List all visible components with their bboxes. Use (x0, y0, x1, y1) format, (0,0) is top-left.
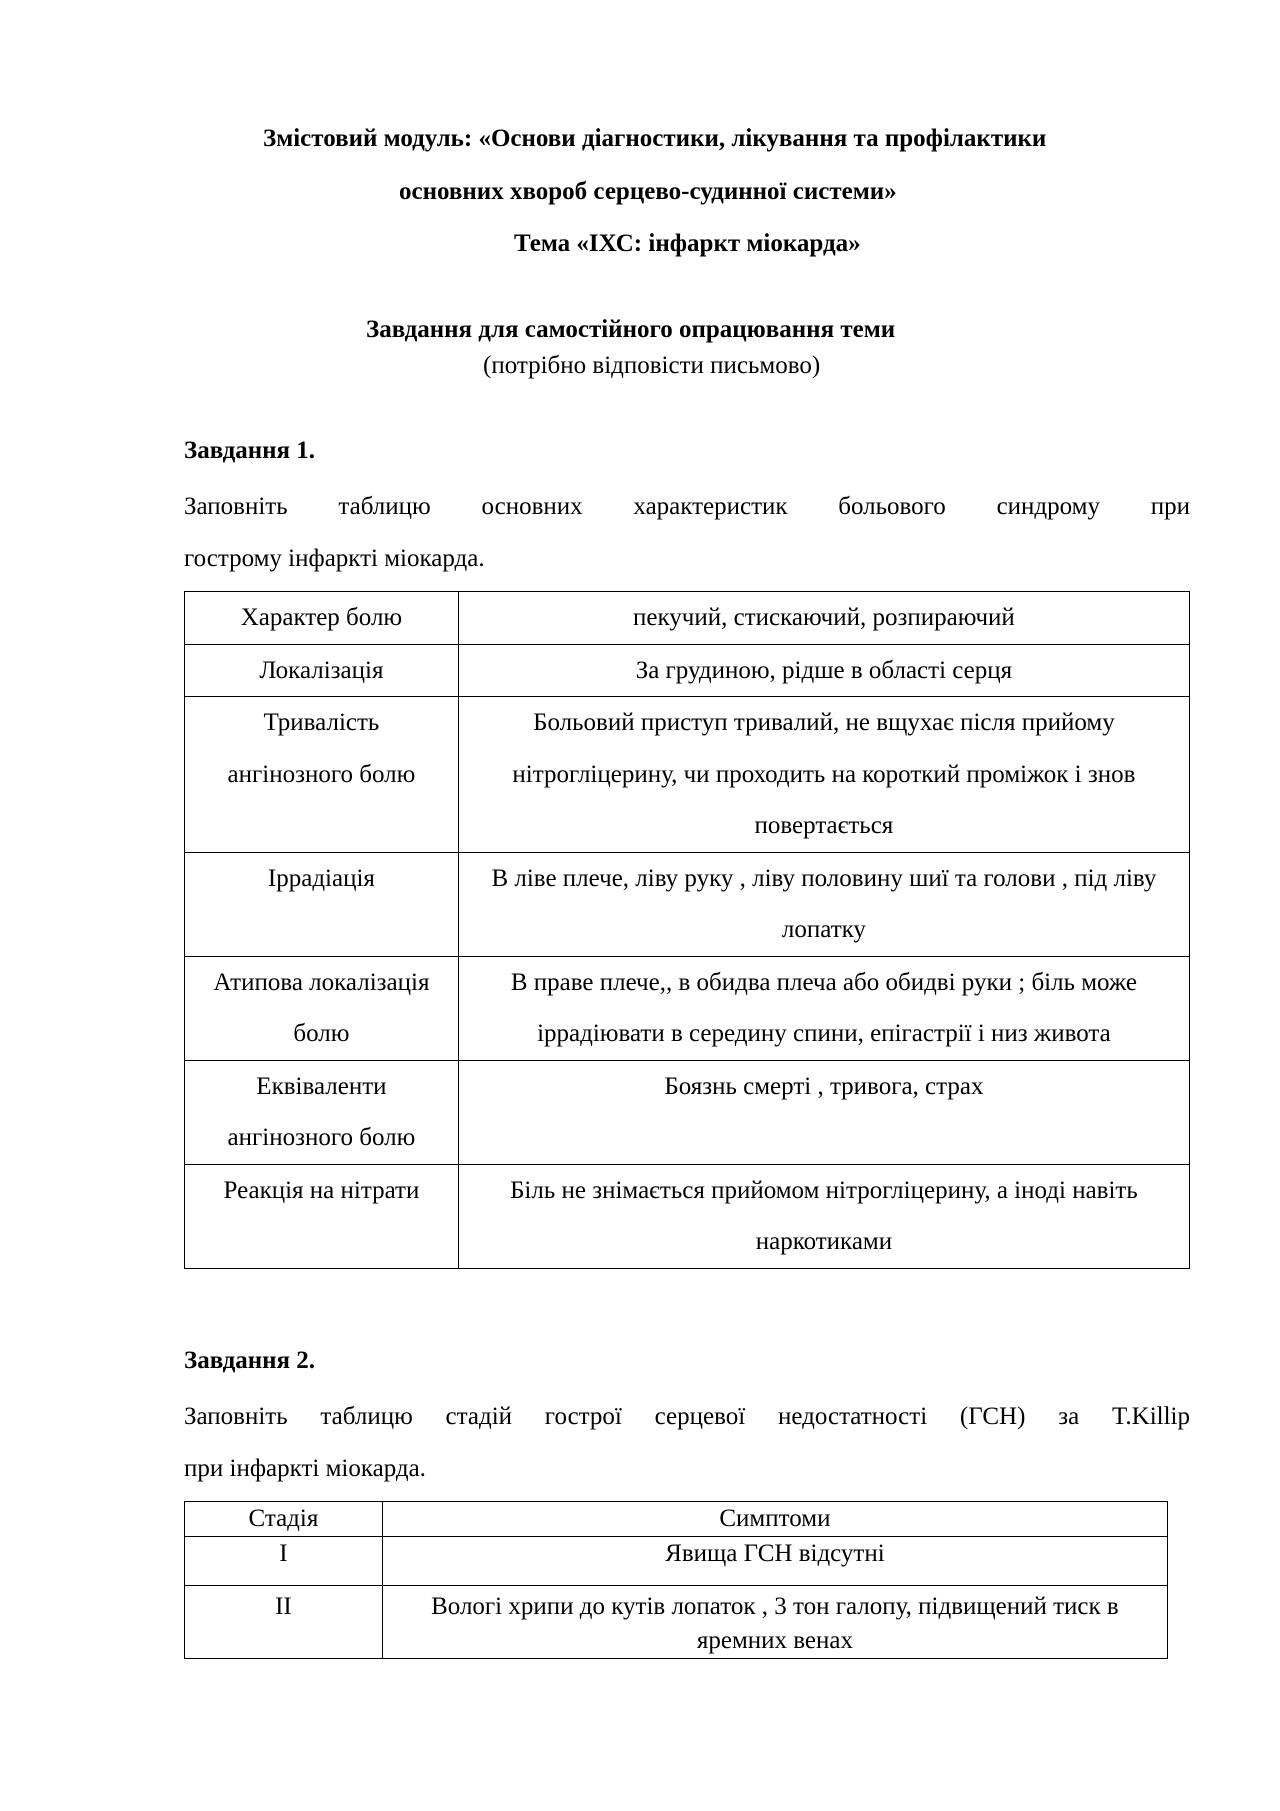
task2-text-line2: при інфаркті міокарда. (184, 1455, 426, 1482)
task1-text-line1: Заповніть таблицю основних характеристик больового синдрому при (184, 493, 1190, 520)
killip-stages-table (184, 1501, 1168, 1659)
row-label: Характер болю (185, 592, 459, 645)
task1-text (184, 481, 1190, 585)
task2-text (184, 1391, 1190, 1495)
table-row (185, 644, 1190, 697)
header-stage: Стадія (185, 1502, 383, 1537)
row-value: пекучий, стискаючий, розпираючий (458, 592, 1189, 645)
table-row (185, 1586, 1168, 1659)
row-symptoms: Явища ГСН відсутні (382, 1537, 1167, 1586)
table-row (185, 956, 1190, 1060)
assignment-title: Завдання для самостійного опрацювання теми (366, 316, 896, 343)
row-label: Локалізація (185, 644, 459, 697)
row-value: В праве плече,, в обидва плеча або обидві руки ; біль може іррадіювати в середину спини, епігастрії і низ живота (458, 956, 1189, 1060)
table-row (185, 1060, 1190, 1164)
row-value: Біль не знімається прийомом нітрогліцерину, а іноді навіть наркотиками (458, 1164, 1189, 1268)
table-header-row (185, 1502, 1168, 1537)
table-row (185, 592, 1190, 645)
pain-characteristics-table (184, 591, 1190, 1269)
row-stage: II (185, 1586, 383, 1659)
task1-text-line2: гострому інфаркті міокарда. (184, 545, 485, 572)
row-label: Атипова локалізація болю (185, 956, 459, 1060)
header-symptoms: Симптоми (382, 1502, 1167, 1537)
table-row (185, 852, 1190, 956)
topic-title: Тема «ІХС: інфаркт міокарда» (514, 230, 861, 257)
module-title-line2: основних хвороб серцево-судинної системи» (399, 178, 897, 205)
row-value: Боязнь смерті , тривога, страх (458, 1060, 1189, 1164)
task1-title: Завдання 1. (184, 437, 316, 464)
task2-title: Завдання 2. (184, 1347, 316, 1374)
module-title-line1: Змістовий модуль: «Основи діагностики, лікування та профілактики (263, 125, 1047, 152)
table-row (185, 697, 1190, 853)
row-label: Еквіваленти ангінозного болю (185, 1060, 459, 1164)
row-value: За грудиною, рідше в області серця (458, 644, 1189, 697)
row-label: Іррадіація (185, 852, 459, 956)
row-value: Больовий приступ тривалий, не вщухає після прийому нітрогліцерину, чи проходить на короткий проміжок і знов повертається (458, 697, 1189, 853)
row-label: Тривалість ангінозного болю (185, 697, 459, 853)
row-label: Реакція на нітрати (185, 1164, 459, 1268)
table-row (185, 1164, 1190, 1268)
row-stage: I (185, 1537, 383, 1586)
row-symptoms: Вологі хрипи до кутів лопаток , 3 тон галопу, підвищений тиск в яремних венах (382, 1586, 1167, 1659)
task2-text-line1: Заповніть таблицю стадій гострої серцевої недостатності (ГСН) за T.Killip (184, 1403, 1190, 1430)
table-row (185, 1537, 1168, 1586)
assignment-note: (потрібно відповісти письмово) (483, 352, 821, 379)
row-value: В ліве плече, ліву руку , ліву половину шиї та голови , під ліву лопатку (458, 852, 1189, 956)
